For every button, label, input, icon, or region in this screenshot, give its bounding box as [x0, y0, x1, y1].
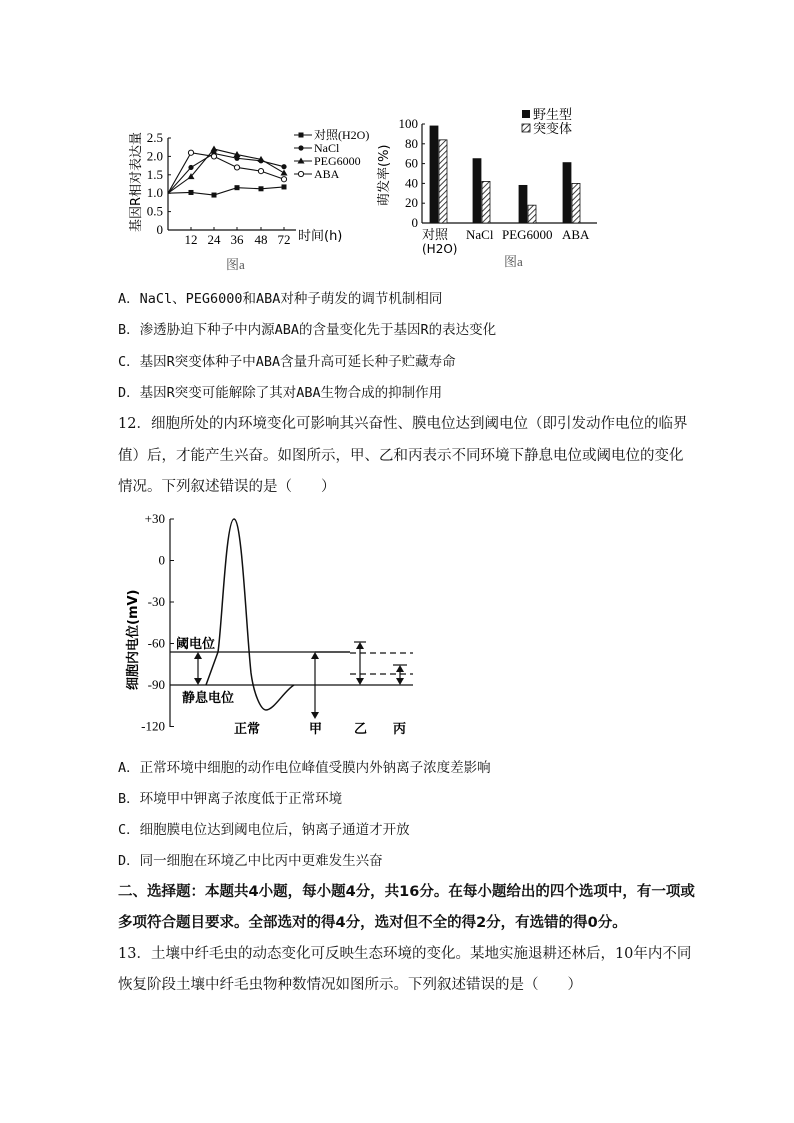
mp-ytick-2: -30 — [147, 594, 165, 609]
line-point-3-5 — [281, 177, 286, 182]
line-chart-ytick-5: 2.5 — [146, 130, 163, 145]
q11-option-c: C．基因R突变体种子中ABA含量升高可延长种子贮藏寿命 — [118, 354, 456, 370]
bar-legend-0: 野生型 — [533, 108, 573, 123]
bar-chart-cat-0b: (H2O) — [422, 242, 458, 256]
bar-chart-ytick-3: 60 — [405, 155, 418, 171]
mp-ytick-3: -60 — [147, 635, 165, 651]
bar-chart-ylabel: 萌发率(%) — [377, 144, 392, 206]
line-chart-xtick-2: 36 — [230, 232, 244, 247]
mp-ytick-5: -120 — [141, 718, 165, 734]
line-point-0-1 — [189, 190, 194, 195]
mp-condition-jia: 甲 — [309, 722, 323, 737]
bar-1-3 — [572, 183, 580, 223]
line-point-0-4 — [259, 186, 264, 191]
line-legend-0: 对照(H2O) — [314, 128, 370, 142]
line-point-3-3 — [234, 165, 239, 170]
bar-0-0 — [430, 126, 438, 223]
bar-chart-ytick-0: 0 — [411, 215, 418, 230]
q12-stem-line-1: 12．细胞所处的内环境变化可影响其兴奋性、膜电位达到阈电位（即引发动作电位的临界 — [118, 416, 688, 432]
mp-condition-bing: 丙 — [393, 722, 407, 737]
action-potential-curve — [206, 519, 294, 710]
q13-line-1: 13．土壤中纤毛虫的动态变化可反映生态环境的变化。某地实施退耕还林后，10年内不同 — [118, 946, 692, 962]
bar-chart-cat-3: ABA — [562, 227, 590, 242]
line-point-3-2 — [211, 154, 216, 159]
line-chart-ytick-3: 1.5 — [146, 166, 163, 182]
line-chart — [118, 112, 388, 277]
line-chart-caption: 图a — [226, 257, 245, 272]
q12-stem-line-3: 情况。下列叙述错误的是（ ） — [118, 479, 336, 495]
line-chart-ytick-4: 2.0 — [146, 148, 163, 164]
membrane-potential-chart — [118, 505, 438, 740]
bar-0-1 — [473, 159, 481, 223]
line-chart-xtick-4: 72 — [277, 232, 291, 247]
bar-0-3 — [563, 163, 571, 223]
q11-option-d: D．基因R突变可能解除了其对ABA生物合成的抑制作用 — [118, 385, 443, 401]
line-chart-xtick-1: 24 — [207, 232, 221, 247]
line-legend-1: NaCl — [314, 141, 340, 155]
mp-ylabel: 细胞内电位(mV) — [126, 589, 141, 690]
line-chart-xtick-3: 48 — [254, 232, 268, 247]
bar-chart-ytick-4: 80 — [405, 135, 418, 151]
line-chart-ytick-2: 1.0 — [146, 185, 163, 201]
mp-condition-normal: 正常 — [234, 722, 261, 737]
line-chart-ylabel: 基因R相对表达量 — [129, 131, 144, 232]
mp-ytick-1: 0 — [158, 552, 165, 568]
q12-option-d: D．同一细胞在环境乙中比丙中更难发生兴奋 — [118, 853, 383, 869]
bar-1-2 — [528, 205, 536, 223]
line-point-1-1 — [188, 165, 193, 170]
bar-0-2 — [519, 185, 527, 223]
q13-line-2: 恢复阶段土壤中纤毛虫物种数情况如图所示。下列叙述错误的是（ ） — [118, 977, 582, 993]
mp-condition-yi: 乙 — [354, 722, 368, 737]
mp-threshold-label: 阈电位 — [176, 637, 216, 652]
line-point-2-2 — [211, 146, 218, 152]
bar-chart-cat-1: NaCl — [466, 227, 494, 242]
q11-option-b: B．渗透胁迫下种子中内源ABA的含量变化先于基因R的表达变化 — [118, 322, 497, 338]
line-chart-xtick-0: 12 — [184, 232, 198, 247]
legend-marker-0 — [299, 133, 304, 138]
bar-chart-cat-0a: 对照 — [422, 228, 449, 243]
q12-stem-line-2: 值）后，才能产生兴奋。如图所示，甲、乙和丙表示不同环境下静息电位或阈电位的变化 — [118, 448, 684, 464]
mp-ytick-4: -90 — [147, 677, 165, 692]
q11-option-a: A．NaCl、PEG6000和ABA对种子萌发的调节机制相同 — [118, 291, 443, 307]
bar-1-0 — [439, 140, 447, 223]
bar-1-1 — [482, 181, 490, 223]
bar-chart — [372, 106, 612, 276]
line-point-0-5 — [282, 184, 287, 189]
legend-marker-3 — [298, 171, 303, 176]
line-chart-xlabel: 时间(h) — [298, 229, 343, 244]
bar-chart-ytick-1: 20 — [405, 195, 418, 211]
line-legend-3: ABA — [314, 167, 340, 181]
bar-legend-swatch-1 — [522, 124, 530, 132]
line-point-1-5 — [281, 164, 286, 169]
line-chart-ytick-0: 0 — [156, 222, 163, 237]
line-point-0-2 — [212, 193, 217, 198]
bar-chart-caption: 图a — [504, 254, 523, 269]
mp-rest-label: 静息电位 — [182, 691, 235, 706]
section2-line-2: 多项符合题目要求。全部选对的得4分，选对但不全的得2分，有选错的得0分。 — [118, 915, 627, 931]
legend-marker-1 — [298, 145, 303, 150]
line-chart-ytick-1: 0.5 — [146, 203, 163, 219]
bar-legend-1: 突变体 — [533, 122, 573, 137]
line-legend-2: PEG6000 — [314, 154, 361, 168]
line-point-0-3 — [235, 185, 240, 190]
line-series-0 — [168, 187, 284, 195]
line-point-2-5 — [281, 169, 288, 175]
q12-option-c: C．细胞膜电位达到阈电位后，钠离子通道才开放 — [118, 822, 410, 838]
mp-ytick-0: +30 — [144, 511, 165, 526]
bar-chart-ytick-5: 100 — [398, 116, 418, 131]
line-point-3-4 — [258, 169, 263, 174]
bar-chart-cat-2: PEG6000 — [502, 227, 553, 242]
line-point-3-1 — [188, 150, 193, 155]
q12-option-a: A．正常环境中细胞的动作电位峰值受膜内外钠离子浓度差影响 — [118, 760, 491, 776]
bar-chart-ytick-2: 40 — [405, 175, 418, 191]
section2-line-1: 二、选择题：本题共4小题，每小题4分，共16分。在每小题给出的四个选项中，有一项或 — [118, 884, 695, 900]
bar-legend-swatch-0 — [522, 110, 530, 118]
q12-option-b: B．环境甲中钾离子浓度低于正常环境 — [118, 791, 343, 807]
